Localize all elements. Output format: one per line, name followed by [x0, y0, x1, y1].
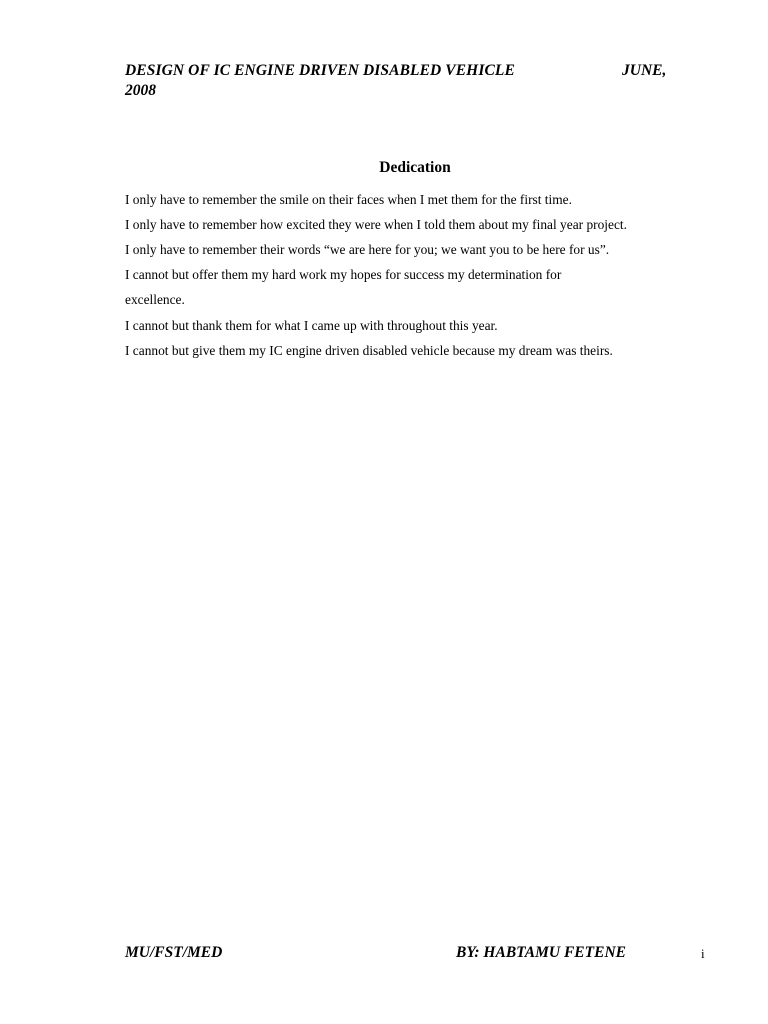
dedication-line: I only have to remember how excited they were when I told them about my final year project. [125, 217, 627, 232]
footer-department: MU/FST/MED [125, 944, 223, 961]
footer-page-number: i [701, 946, 705, 961]
header-title: DESIGN OF IC ENGINE DRIVEN DISABLED VEHICLE [125, 62, 515, 79]
dedication-line: I cannot but thank them for what I came up with throughout this year. [125, 318, 498, 333]
dedication-line: excellence. [125, 292, 185, 307]
dedication-line: I only have to remember their words “we are here for you; we want you to be here for us”. [125, 242, 610, 257]
dedication-line: I cannot but offer them my hard work my hopes for success my determination for [125, 267, 562, 282]
footer-author: BY: HABTAMU FETENE [456, 944, 626, 961]
dedication-line: I only have to remember the smile on their faces when I met them for the first time. [125, 192, 572, 207]
header-date: JUNE, [622, 62, 667, 79]
dedication-heading: Dedication [379, 159, 451, 176]
dedication-line: I cannot but give them my IC engine driven disabled vehicle because my dream was theirs. [125, 343, 613, 358]
header-year: 2008 [125, 82, 156, 99]
